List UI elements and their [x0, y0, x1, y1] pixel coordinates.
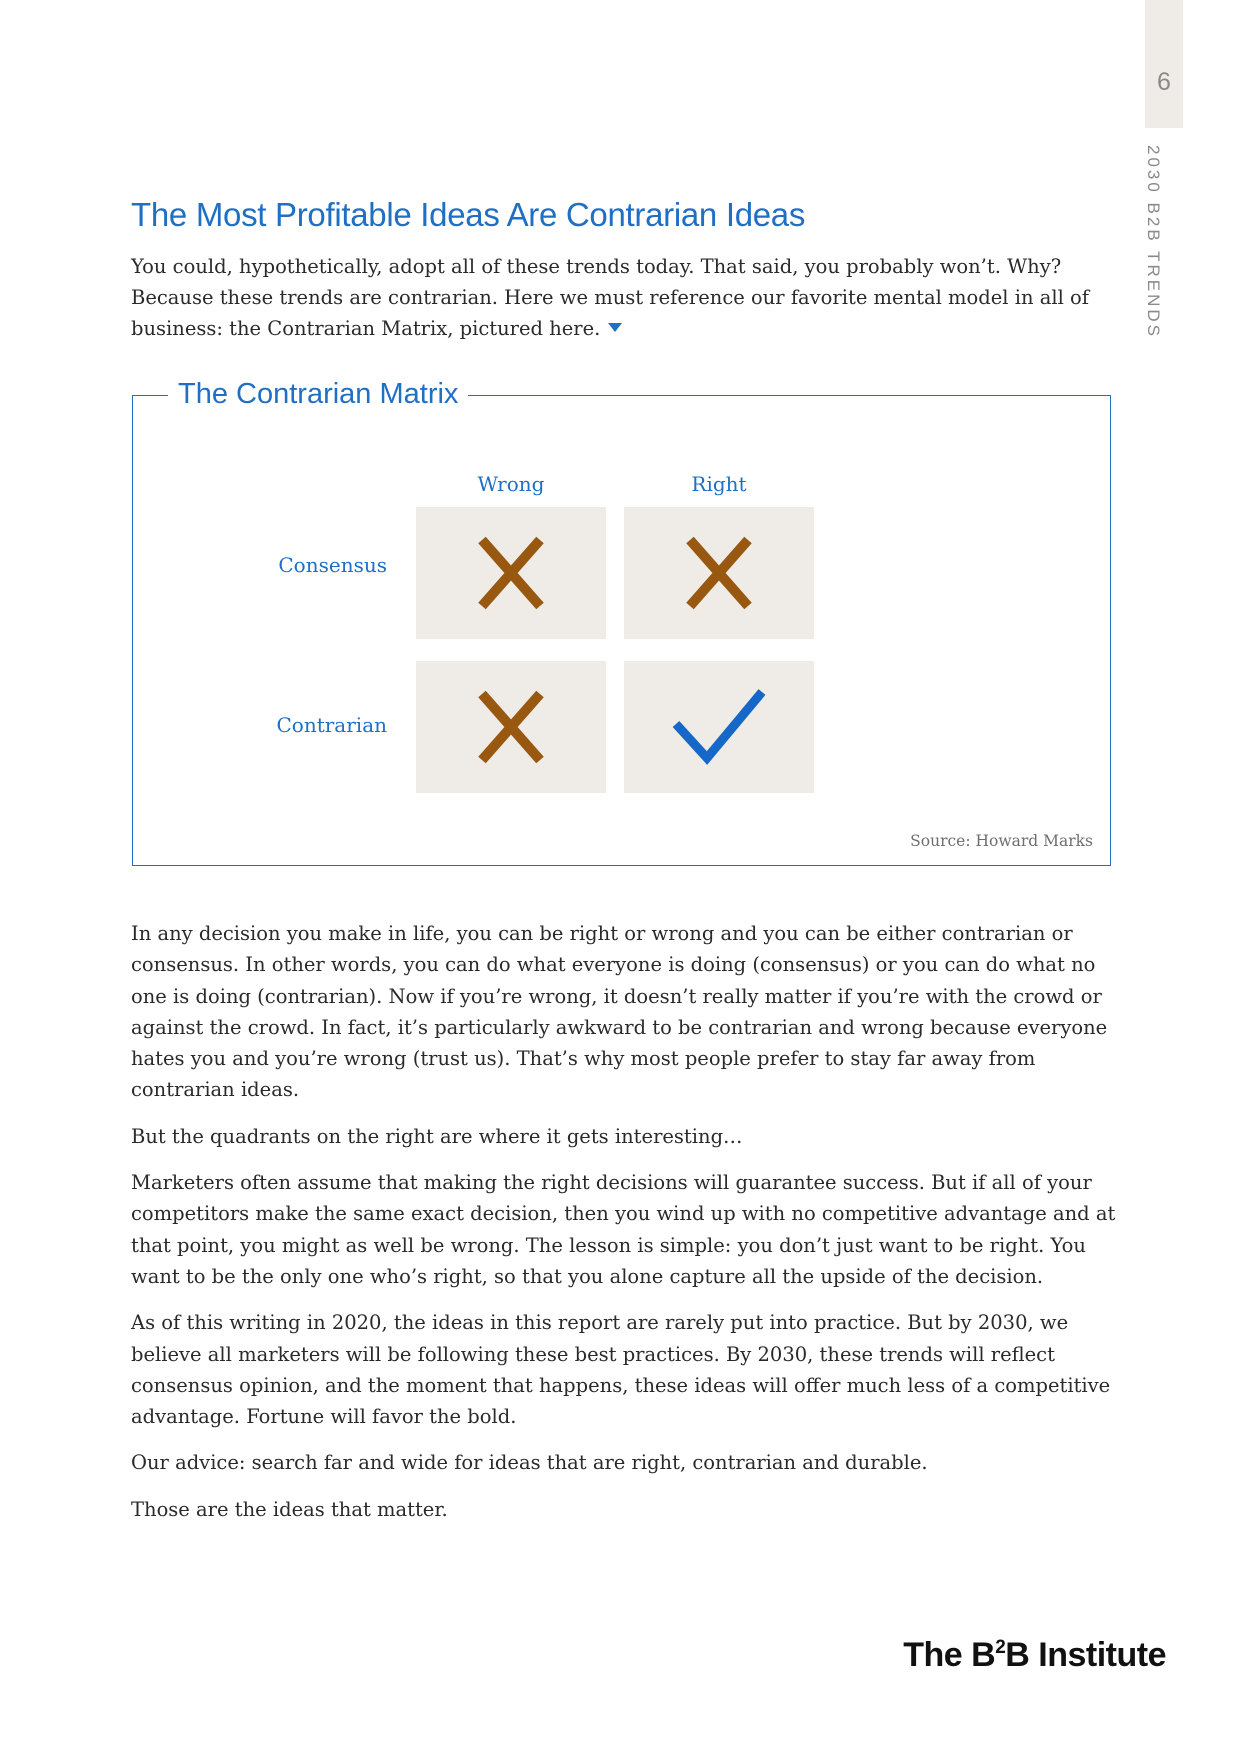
cross-icon	[476, 536, 546, 610]
page-number-tab	[1145, 0, 1183, 128]
side-label: 2030 B2B TRENDS	[1144, 145, 1163, 339]
contrarian-matrix-box	[132, 395, 1111, 866]
body-text	[131, 918, 1121, 1540]
matrix-cell-consensus-wrong	[416, 507, 606, 639]
logo-text-post: B Institute	[1005, 1636, 1166, 1674]
body-paragraph: But the quadrants on the right are where it gets interesting…	[131, 1124, 743, 1148]
matrix-cell-contrarian-right	[624, 661, 814, 793]
matrix-column-wrong: Wrong	[477, 472, 545, 496]
matrix-cell-contrarian-wrong	[416, 661, 606, 793]
matrix-source: Source: Howard Marks	[910, 832, 1093, 850]
matrix-cell-consensus-right	[624, 507, 814, 639]
section-title: The Most Profitable Ideas Are Contrarian Ideas	[131, 196, 806, 233]
logo-superscript: 2	[995, 1637, 1006, 1658]
matrix-title: The Contrarian Matrix	[168, 376, 468, 412]
body-paragraph: Marketers often assume that making the right decisions will guarantee success. But if all of your competitors make the same exact decision, then you wind up with no competitive advantage and at that point, you might as well be wrong. The lesson is simple: you don’t just want to be right. You want to be the only one who’s right, so that you alone capture all the upside of the decision.	[131, 1171, 1116, 1288]
b2b-institute-logo	[903, 1636, 1166, 1675]
intro-paragraph	[131, 251, 1101, 344]
intro-text: You could, hypothetically, adopt all of these trends today. That said, you probably won’t. Why? Because these trends are contrarian. Here we must reference our favorite mental model in all of business: the Contrarian Matrix, pictured here.	[131, 255, 1089, 340]
body-paragraph: As of this writing in 2020, the ideas in this report are rarely put into practice. But by 2030, we believe all marketers will be following these best practices. By 2030, these trends will reflect consensus opinion, and the moment that happens, these ideas will offer much less of a competitive advantage. Fortune will favor the bold.	[131, 1311, 1111, 1429]
body-paragraph: In any decision you make in life, you can be right or wrong and you can be either contrarian or consensus. In other words, you can do what everyone is doing (consensus) or you can do what no one is doing (contrarian). Now if you’re wrong, it doesn’t really matter if you’re with the crowd or against the crowd. In fact, it’s particularly awkward to be contrarian and wrong because everyone hates you and you’re wrong (trust us). That’s why most people prefer to stay far away from contrarian ideas.	[131, 922, 1108, 1102]
triangle-down-icon	[608, 323, 622, 332]
matrix-row-contrarian: Contrarian	[276, 713, 387, 737]
cross-icon	[476, 690, 546, 764]
matrix-column-right: Right	[691, 472, 747, 496]
page-number: 6	[1157, 68, 1171, 96]
body-paragraph: Our advice: search far and wide for ideas that are right, contrarian and durable.	[131, 1451, 928, 1475]
checkmark-icon	[671, 686, 767, 768]
cross-icon	[684, 536, 754, 610]
body-paragraph: Those are the ideas that matter.	[131, 1497, 448, 1521]
logo-text-pre: The B	[903, 1636, 996, 1674]
matrix-row-consensus: Consensus	[278, 553, 387, 577]
